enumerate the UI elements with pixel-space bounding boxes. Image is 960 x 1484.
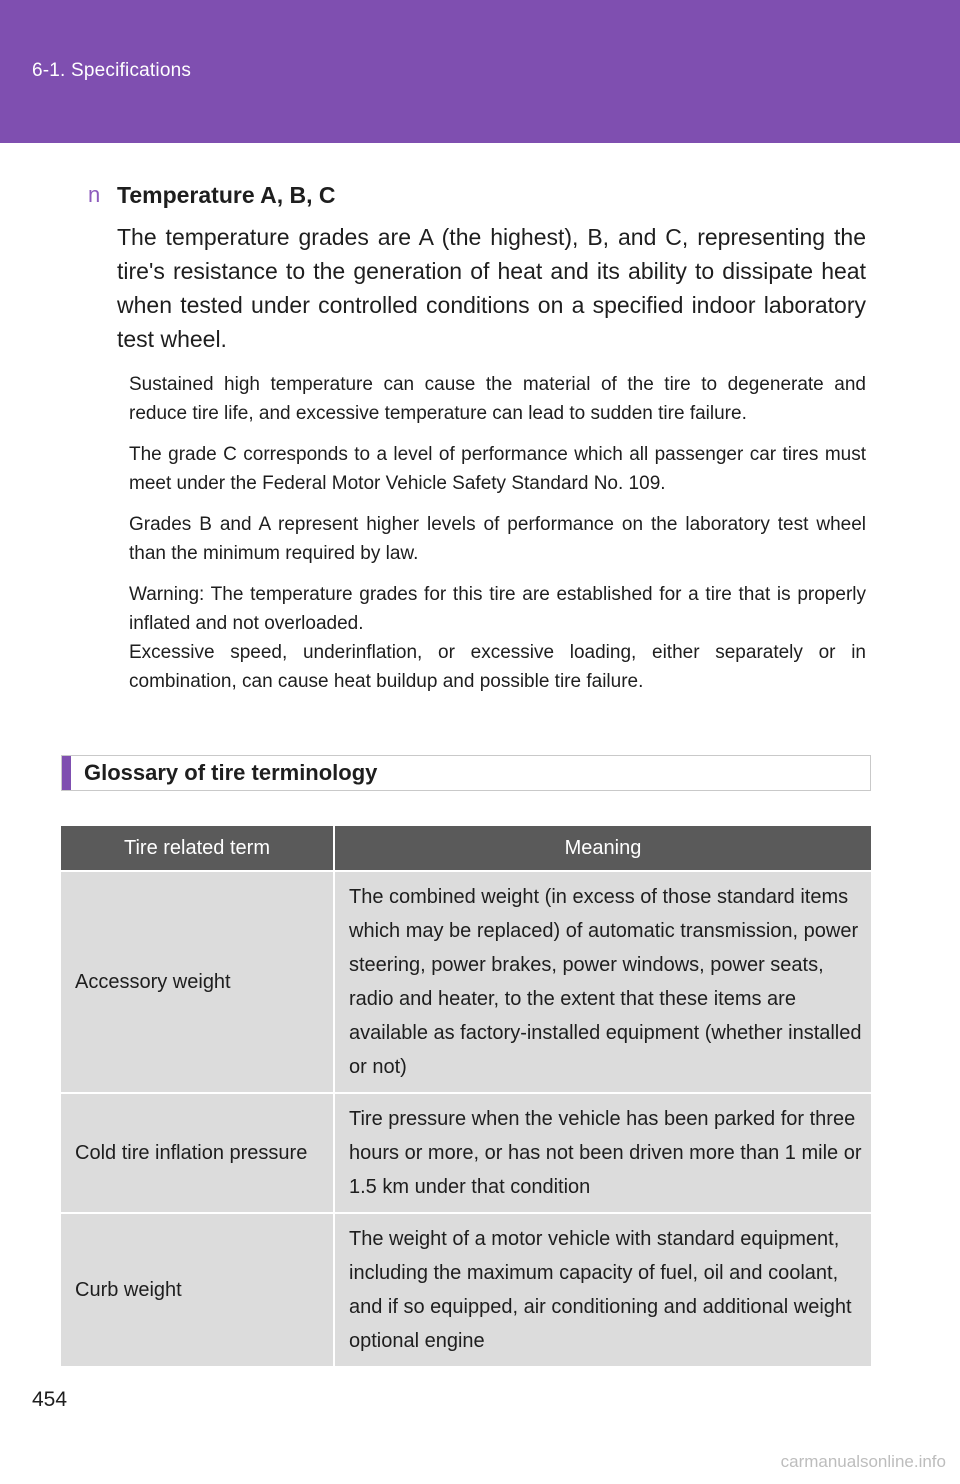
heading-accent-bar [62,756,71,790]
term-cell: Cold tire inflation pressure [61,1093,334,1213]
temperature-body: The temperature grades are A (the highest), B, and C, representing the tire's resistance to the generation of heat and its ability to dissipate heat when tested under controlled conditions on a specified indoor laboratory test wheel. [117,224,866,352]
glossary-table [61,826,871,1366]
meaning-cell: Tire pressure when the vehicle has been parked for three hours or more, or has not been driven more than 1 mile or 1.5 km under that condition [334,1093,871,1213]
note-paragraph: Sustained high temperature can cause the material of the tire to degenerate and reduce tire life, and excessive temperature can lead to sudden tire failure. [129,374,866,424]
meaning-cell: The combined weight (in excess of those standard items which may be replaced) of automatic transmission, power steering, power brakes, power windows, power seats, radio and heater, to the extent that these items are available as factory-installed equipment (whether installed or not) [334,871,871,1093]
table-row [61,1093,871,1213]
temperature-section [88,178,866,708]
bullet-icon: n [88,182,101,207]
column-header-term: Tire related term [61,826,334,871]
table-header-row [61,826,871,871]
temperature-title [88,178,866,212]
section-label: 6-1. Specifications [32,60,192,81]
note-paragraph: The grade C corresponds to a level of performance which all passenger car tires must meet under the Federal Motor Vehicle Safety Standard No. 109. [129,444,866,494]
watermark: carmanualsonline.info [780,1452,946,1471]
note-paragraph: Grades B and A represent higher levels of performance on the laboratory test wheel than the minimum required by law. [129,514,866,564]
page-number: 454 [32,1388,68,1411]
glossary-heading-text: Glossary of tire terminology [84,760,378,785]
term-cell: Accessory weight [61,871,334,1093]
table-row [61,871,871,1093]
temperature-title-text: Temperature A, B, C [117,182,336,208]
warning-paragraph: Warning: The temperature grades for this tire are established for a tire that is properly inflated and not overloaded. [129,584,866,634]
warning-paragraph: Excessive speed, underinflation, or excessive loading, either separately or in combination, can cause heat buildup and possible tire failure. [129,642,866,692]
table-row [61,1213,871,1366]
page-header [0,0,960,143]
meaning-cell: The weight of a motor vehicle with standard equipment, including the maximum capacity of fuel, oil and coolant, and if so equipped, air conditioning and additional weight optional engine [334,1213,871,1366]
term-cell: Curb weight [61,1213,334,1366]
column-header-meaning: Meaning [334,826,871,871]
glossary-heading [61,755,871,791]
